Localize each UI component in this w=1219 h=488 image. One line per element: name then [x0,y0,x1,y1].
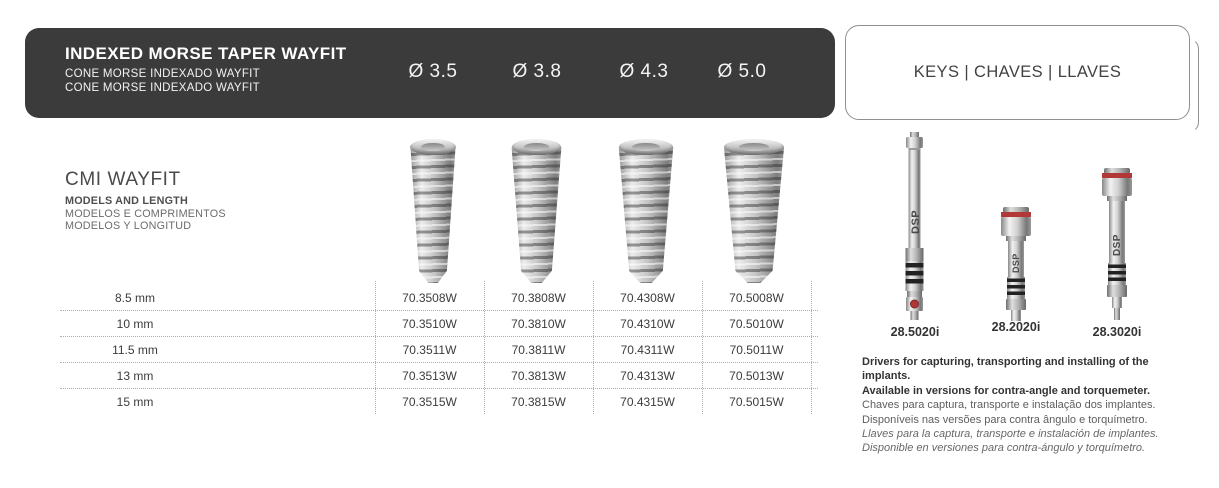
length-cell: 13 mm [116,368,154,383]
table-divider [484,281,485,414]
length-cell: 15 mm [116,394,154,409]
model-cell: 70.3508W [402,290,457,305]
length-cell: 11.5 mm [112,342,158,357]
model-cell: 70.4311W [620,342,675,357]
length-cell: 8.5 mm [114,290,155,305]
model-cell: 70.3815W [511,394,566,409]
product-title: INDEXED MORSE TAPER WAYFIT [65,44,347,63]
model-cell: 70.3511W [402,342,457,357]
model-cell: 70.5010W [729,316,784,331]
table-row [60,362,818,388]
description-line-es-2: Disponible en versiones para contra-ángulo y torquímetro. [862,442,1146,455]
product-subtitle-es: CONE MORSE INDEXADO WAYFIT [65,81,261,94]
description-line-pt-2: Disponíveis nas versões para contra ângulo e torquímetro. [862,413,1148,426]
product-header-titles [65,44,347,95]
model-cell: 70.3813W [511,368,566,383]
model-cell: 70.4308W [620,290,675,305]
model-cell: 70.3811W [511,342,566,357]
table-divider [811,281,812,414]
driver-code: 28.2020i [991,320,1041,334]
model-cell: 70.4315W [620,394,675,409]
table-divider [593,281,594,414]
model-cell: 70.5008W [729,290,784,305]
driver-image-28-2020i [990,207,1042,321]
keys-panel [845,25,1190,120]
table-row [60,310,818,336]
driver-image-28-5020i [892,132,938,320]
model-cell: 70.3515W [402,394,457,409]
implant-image-4-3 [617,139,675,283]
diameter-header: Ø 3.5 [408,61,458,82]
description-line-en-2: Available in versions for contra-angle and torquemeter. [862,384,1151,397]
diameter-header: Ø 5.0 [717,61,767,82]
driver-image-28-3020i [1091,168,1143,320]
product-subtitle-pt: CONE MORSE INDEXADO WAYFIT [65,68,261,80]
drivers-description [862,355,1187,456]
dsp-marking: DSP [1011,253,1021,273]
driver-code: 28.3020i [1092,325,1142,339]
table-row [60,285,818,310]
model-cell: 70.5011W [729,342,784,357]
section-subtitle-es: MODELOS Y LONGITUD [65,220,192,232]
description-line-pt-1: Chaves para captura, transporte e instalação dos implantes. [862,399,1156,412]
driver-code: 28.5020i [890,325,940,339]
model-cell: 70.5013W [729,368,784,383]
description-line-es-1: Llaves para la captura, transporte e instalación de implantes. [862,428,1159,441]
model-cell: 70.3510W [402,316,457,331]
length-cell: 10 mm [116,316,154,331]
model-cell: 70.3808W [511,290,566,305]
section-subtitle-pt: MODELOS E COMPRIMENTOS [65,207,226,220]
section-title: CMI WAYFIT [65,169,181,190]
diameter-header: Ø 4.3 [619,61,669,82]
dsp-marking: DSP [1112,234,1123,256]
keys-panel-title: KEYS | CHAVES | LLAVES [913,63,1122,81]
model-cell: 70.3810W [511,316,566,331]
table-row [60,388,818,414]
implant-image-3-8 [510,139,563,283]
description-line-en-1: Drivers for capturing, transporting and installing of the implants. [862,356,1149,383]
section-subtitle-en: MODELS AND LENGTH [65,195,188,207]
models-table [60,285,818,414]
diameter-header: Ø 3.8 [512,61,562,82]
model-cell: 70.4310W [620,316,675,331]
implant-image-3-5 [409,139,457,283]
model-cell: 70.4313W [620,368,675,383]
model-cell: 70.5015W [729,394,784,409]
implant-image-5-0 [722,139,786,283]
table-row [60,336,818,362]
model-cell: 70.3513W [402,368,457,383]
section-cmi-wayfit [65,169,226,233]
table-divider [702,281,703,414]
table-divider [375,281,376,414]
product-header [25,28,835,118]
dsp-marking: DSP [910,209,922,234]
